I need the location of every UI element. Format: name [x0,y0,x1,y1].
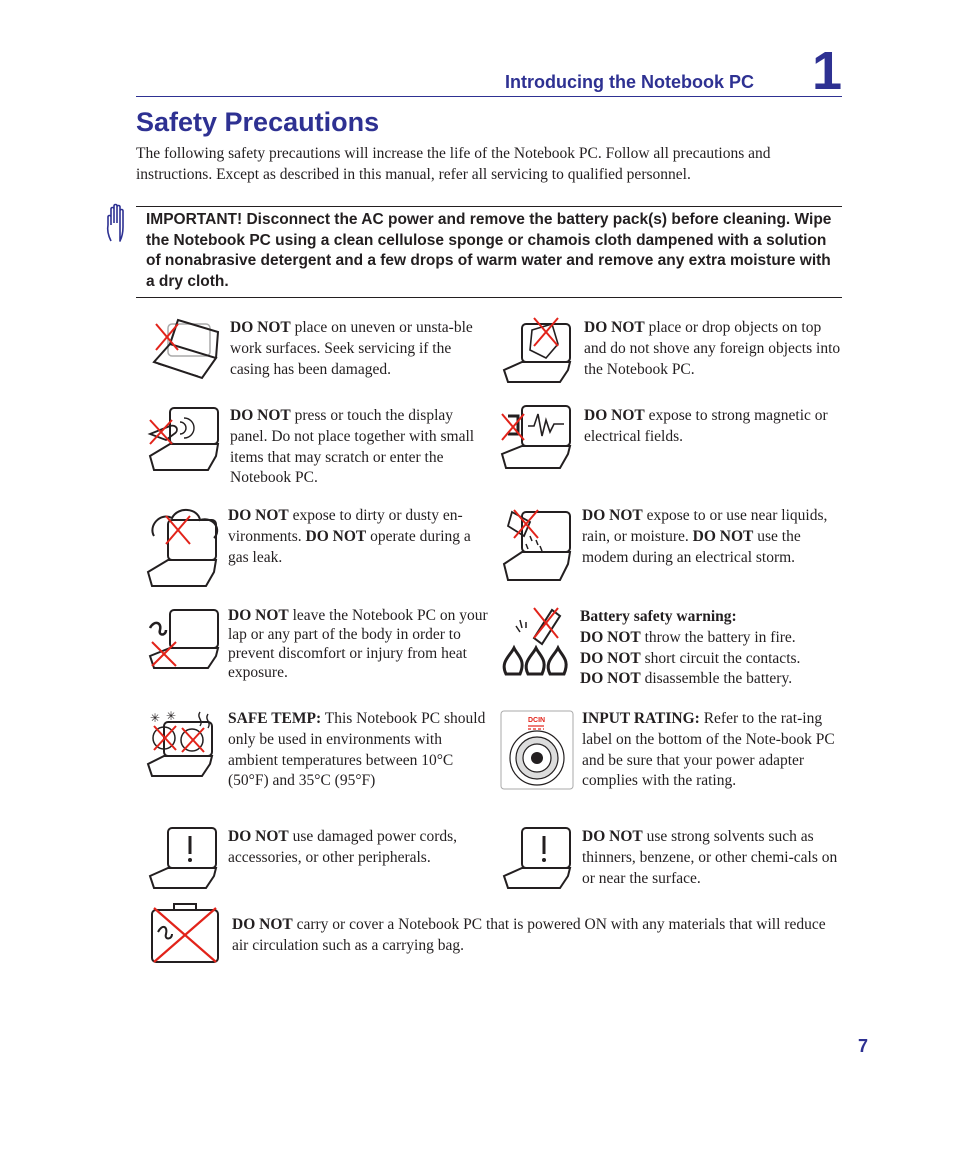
item-display-panel: DO NOT press or touch the display panel. Do not place together with small items that may scratch or enter the Notebook PC. [230,407,475,487]
finger-press-laptop-icon [146,404,224,479]
item-uneven-surface: DO NOT place on uneven or unsta-ble work surfaces. Seek servicing if the casing has been damaged. [230,319,473,378]
tilted-laptop-icon [146,318,224,389]
important-rule-top [136,206,842,207]
item-input-rating: INPUT RATING: Refer to the rat-ing label on the bottom of the Note-book PC and be sure that your power adapter complies with the rating. [582,710,835,790]
item-cords: DO NOT use damaged power cords, accessories, or other peripherals. [228,828,458,866]
important-rule-bottom [136,297,842,298]
item-carry-bag: DO NOT carry or cover a Notebook PC that is powered ON with any materials that will reduce air circulation such as a carrying bag. [232,916,826,954]
liquid-laptop-icon [500,506,576,587]
page-number: 7 [858,1036,869,1056]
item-lap: DO NOT leave the Notebook PC on your lap or any part of the body in order to prevent discomfort or injury from heat exposure. [228,607,488,681]
battery-fire-icon [500,604,580,683]
header-rule [136,96,842,97]
item-dusty: DO NOT expose to dirty or dusty en-vironments. DO NOT operate during a gas leak. [228,507,471,566]
hot-lap-laptop-icon [146,606,222,675]
falling-objects-laptop-icon [500,316,578,389]
important-notice: IMPORTANT! Disconnect the AC power and remove the battery pack(s) before cleaning. Wipe the Notebook PC using a clean cellulose sponge or chamois cloth dampened with a solution of nonabrasive detergent and a few drops of warm water and remove any extra moisture with a dry cloth. [146,211,832,290]
chapter-number: 1 [812,41,843,101]
hand-icon [104,203,134,248]
intro-paragraph: The following safety precautions will increase the life of the Notebook PC. Follow all precautions and instructions. Except as described in this manual, refer all servicing to qualified personnel. [136,145,771,183]
chapter-title: Introducing the Notebook PC [505,72,754,92]
page-title: Safety Precautions [136,107,380,137]
dusty-laptop-icon [144,506,224,595]
item-objects: DO NOT place or drop objects on top and do not shove any foreign objects into the Notebook PC. [584,319,841,378]
solvent-warning-laptop-icon [500,826,574,895]
magnetic-laptop-icon [498,404,576,475]
carrying-bag-icon [148,902,222,971]
item-solvents: DO NOT use strong solvents such as thinners, benzene, or other chemi-cals on or near the surface. [582,828,838,887]
item-battery-warning: Battery safety warning: DO NOT throw the battery in fire. DO NOT short circuit the contacts. DO NOT disassemble the battery. [580,608,801,688]
svg-text:✳: ✳ [150,711,161,725]
item-safe-temp: SAFE TEMP: This Notebook PC should only be used in environments with ambient temperatures between 10°C (50°F) and 35°C (95°F) [228,710,486,790]
svg-text:✳: ✳ [166,709,177,723]
battery-heading: Battery safety warning: [580,608,737,625]
dcin-label: DCIN [528,717,546,724]
temperature-laptop-icon [144,708,224,783]
item-magnetic: DO NOT expose to strong magnetic or electrical fields. [584,407,828,445]
dcin-rating-icon [500,710,574,795]
warning-laptop-icon [146,826,220,895]
item-liquids: DO NOT expose to or use near liquids, rain, or moisture. DO NOT use the modem during an electrical storm. [582,507,828,566]
